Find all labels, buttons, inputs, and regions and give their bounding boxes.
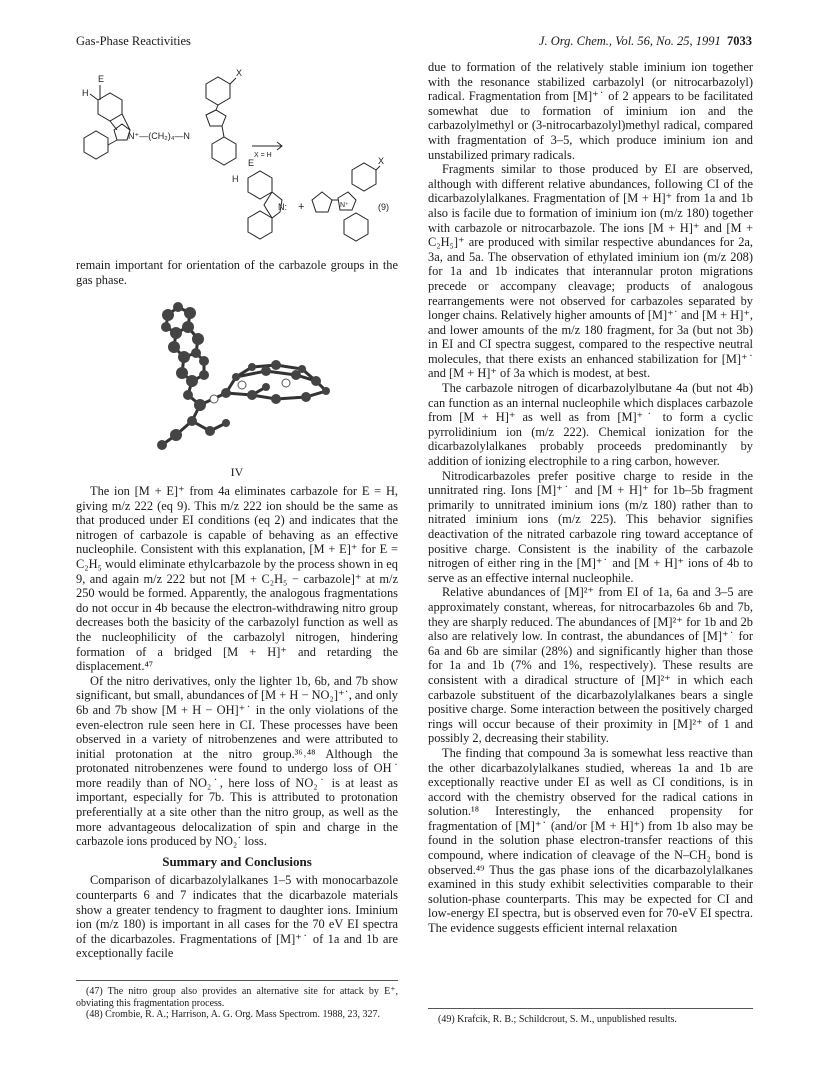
right-column — [428, 60, 753, 936]
carbazolium-left — [84, 93, 130, 159]
product-n-label: N: — [278, 202, 287, 212]
footnote: (48) Crombie, R. A.; Harrison, A. G. Org. Mass Spectrom. 1988, 23, 327. — [86, 1009, 380, 1021]
molecular-model-figure — [76, 295, 398, 465]
journal-volume: Vol. 56, No. 25, 1991 — [615, 34, 721, 48]
left-intro: remain important for orientation of the carbazole groups in the gas phase. — [76, 258, 398, 287]
reaction-scheme — [76, 60, 398, 252]
label-e-product: E — [248, 158, 255, 168]
paragraph: Comparison of dicarbazolylalkanes 1–5 with monocarbazole counterparts 6 and 7 indicates that the dicarbazole materials show a greater tendency to fragment to daughter ions. Iminium ion (m/z 180) is important in all cases for the 70 eV EI spectra of the dicarbazoles. Fragmentations of [M]⁺˙ of 1a and 1b are exceptionally facile — [76, 873, 398, 961]
left-body — [76, 484, 398, 961]
journal-name: J. Org. Chem., — [538, 34, 613, 48]
product-carbazole — [248, 171, 282, 239]
paragraph: The ion [M + E]⁺ from 4a eliminates carbazole for E = H, giving m/z 222 (eq 9). This m/z 222 ion should be the same as that produced under EI conditions (eq 2) and indicates that the nitrogen of carbazole is capable of behaving as an effective nucleophile. Consistent with this explanation, [M + E]⁺ for E = C₂H₅ would eliminate ethylcarbazole by the process shown in eq 9, and again m/z 222 but not [M + C₂H₅ − carbazole]⁺ at m/z 250 would be formed. Apparently, the analogous fragmentations do not occur in 4b because the electron-withdrawing nitro group decreases both the basicity of the carbazolyl function as well as the nucleophilicity of the carbazolyl nitrogen, hindering formation of a bridged [M + H]⁺ and retarding the displacement.⁴⁷ — [76, 484, 398, 674]
paragraph: The finding that compound 3a is somewhat less reactive than the other dicarbazolylalkanes studied, whereas 1a and 1b are exceptionally reactive under EI as well as CI conditions, is in accord with the chemistry observed for the radical cations in solution.¹⁸ Interestingly, the enhanced propensity for fragmentation of [M]⁺˙ (and/or [M + H]⁺) from 1b also may be found in the solution phase electron-transfer reactions of this compound, where indication of cleavage of the N–CH₂ bond is observed.⁴⁹ Thus the gas phase ions of the dicarbazolylalkanes examined in this study exhibit selectivities comparable to their solution-phase counterparts. This may be expected for CI and low-energy EI spectra, but is observed even for 70-eV EI spectra. The evidence suggests efficient internal relaxation — [428, 745, 753, 936]
footnote-rule — [428, 1008, 753, 1009]
paragraph: Of the nitro derivatives, only the lighter 1b, 6b, and 7b show significant, but small, abundances of [M + H − NO₂]⁺˙, and only 6b and 7b show [M + H − OH]⁺˙ in the only violations of the even-electron rule seen here in CI. These processes have been observed in a variety of nitrobenzenes and were attributed to initial protonation at the nitro group.³⁶˒⁴⁸ Although the protonated nitrobenzenes were found to undergo loss of OH˙ more readily than of NO₂˙, here loss of NO₂˙ is at least as important, especially for 7b. This is attributed to protonation preferentially at a site other than the nitro group, as well as the more advantageous delocalization of spin and charge in the carbazole ions produced by NO₂˙ loss. — [76, 673, 398, 849]
label-e-top: E — [98, 74, 105, 84]
paragraph: Relative abundances of [M]²⁺ from EI of 1a, 6a and 3–5 are approximately constant, whereas, for nitrocarbazoles 6b and 7b, they are sharply reduced. The abundances of [M]²⁺ for 1b and 2b also are relatively low. In contrast, the abundances of [M]⁺˙ for 6a and 6b are similar (28%) and significantly higher than those for 1a and 1b (7% and 1%, respectively). These results are consistent with a diradical structure of [M]²⁺ in which each carbazole substituent of the dicarbazolylalkanes bears a single positive charge. Some interaction between the positively charged rings will occur because of their proximity in [M]²⁺ of 1 and possibly 2, decreasing their stability. — [428, 585, 753, 746]
section-heading: Summary and Conclusions — [162, 853, 312, 869]
paragraph: Fragments similar to those produced by EI are observed, although with different relative abundances, following CI of the dicarbazolylalkanes. Fragmentation of [M + H]⁺ from 1a and 1b also is facile due to formation of iminium ion (m/z 180) together with carbazole or nitrocarbazole. The ions [M + H]⁺ and [M + C₂H₅]⁺ are produced with similar respective abundances for 2a, 3a, and 5a. The observation of ethylated iminium ion (m/z 208) for 1a and 1b indicates that interannular proton migrations precede or accompany cleavage; products of analogous rearrangements were not observed for carbazoles separated by longer chains. Relatively higher amounts of [M]⁺˙ and [M + H]⁺, and lower amounts of the m/z 180 fragment, for 3a (but not 3b) in EI and CI spectra suggest, compared to the respective neutral molecules, that there exists an enhanced stabilization for [M]⁺˙ and [M + H]⁺ of 3a which is modest, at best. — [428, 162, 753, 381]
footnotes-left — [76, 986, 398, 1021]
carbazole-right — [206, 77, 236, 165]
paragraph: The carbazole nitrogen of dicarbazolylbutane 4a (but not 4b) can function as an internal nucleophile which displaces carbazole from [M + H]⁺ as well as from [M]⁺˙ to form a cyclic pyrrolidinium ion (m/z 222). Chemical ionization for the dicarbazolylalkanes probably proceeds predominantly by addition of ionizing electrophile to a ring carbon, however. — [428, 381, 753, 469]
plus-sign: + — [298, 201, 305, 213]
arrow-condition: X = H — [254, 152, 272, 159]
footnote-rule — [76, 980, 398, 981]
label-h-product: H — [232, 174, 239, 184]
label-h-top: H — [82, 88, 89, 98]
journal-citation — [539, 34, 752, 49]
paragraph: due to formation of the relatively stable iminium ion together with the resonance stabilized carbazolyl (or nitrocarbazolyl) radical. Fragmentation from [M]⁺˙ of 2 appears to be facilitated somewhat due to formation of iminium ion and the carbazolylmethyl or (3-nitrocarbazolyl)methyl radical, compared with fragmentation of 3–5, which produce iminium ion and unstabilized primary radicals. — [428, 60, 753, 162]
product-n-plus: N⁺ — [340, 202, 349, 209]
label-x-top: X — [236, 68, 243, 78]
paragraph: Nitrodicarbazoles prefer positive charge to reside in the unnitrated ring. Ions [M]⁺˙ and [M + H]⁺ for 1b–5b fragment primarily to unnitrated iminium ions (m/z 180) rather than to nitrated iminium ions (m/z 225). This behavior signifies deactivation of the nitrated carbazole ring toward acceptance of positive charge. Consistent is the inability of the carbazole nitrogen of either ring in the [M]⁺˙ and [M + H]⁺ ions of 4b to serve as an effective internal nucleophile. — [428, 468, 753, 585]
running-header — [76, 34, 752, 52]
label-x-product: X — [378, 156, 385, 166]
equation-number: (9) — [378, 202, 389, 212]
footnote: (47) The nitro group also provides an alternative site for attack by E⁺, obviating this fragmentation process. — [76, 986, 398, 1009]
footnotes-right — [428, 1014, 753, 1026]
linker-label: N⁺—(CH₂)₄—N — [128, 131, 190, 141]
page-number: 7033 — [727, 34, 752, 48]
figure-label: IV — [230, 465, 244, 479]
footnote: (49) Krafcik, R. B.; Schildcrout, S. M., unpublished results. — [438, 1014, 677, 1025]
running-title: Gas-Phase Reactivities — [76, 34, 191, 48]
